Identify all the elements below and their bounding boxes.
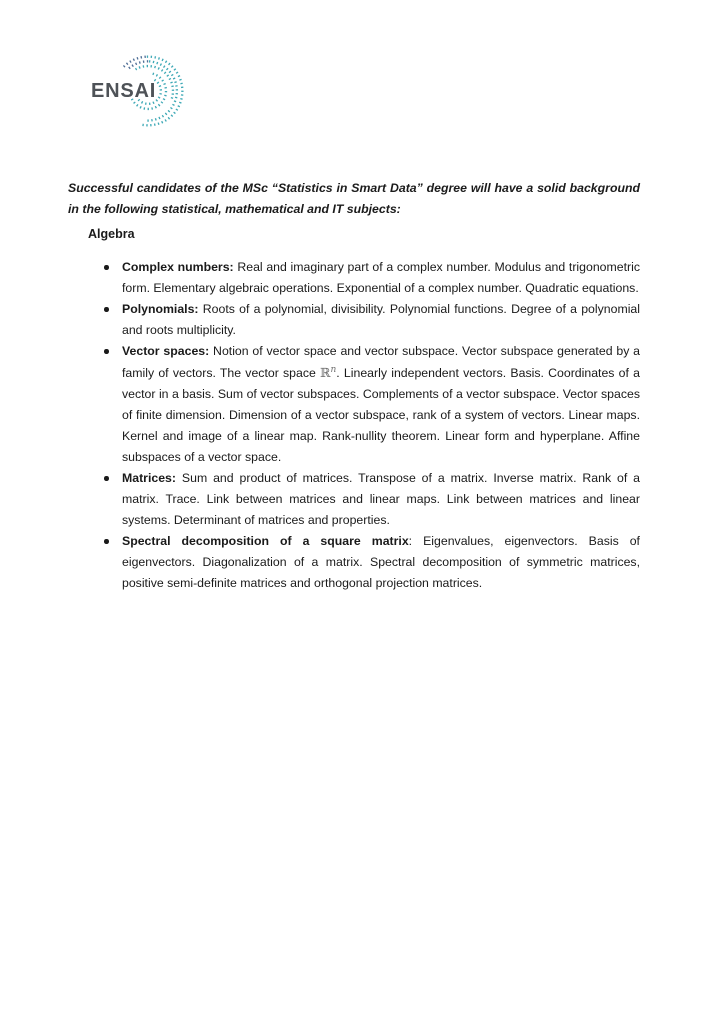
- list-item-complex-numbers: [103, 257, 640, 299]
- intro-paragraph: Successful candidates of the MSc “Statistics in Smart Data” degree will have a solid background in the following statistical, mathematical and IT subjects:: [68, 181, 640, 217]
- math-superscript-n: n: [330, 364, 337, 375]
- bullet-text: : Eigenvalues, eigenvectors. Basis of eigenvectors. Diagonalization of a matrix. Spectral decomposition of symmetric matrices, positive semi-definite matrices and orthogonal projection matrices.: [122, 534, 640, 590]
- bullet-lead: Vector spaces:: [122, 344, 210, 358]
- bullet-text: Roots of a polynomial, divisibility. Polynomial functions. Degree of a polynomial and roots multiplicity.: [122, 302, 640, 337]
- math-real-numbers-symbol: ℝ: [320, 365, 331, 380]
- bullet-lead: Complex numbers:: [122, 260, 234, 274]
- list-item-polynomials: [103, 299, 640, 341]
- bullet-text: Notion of vector space and vector subspace. Vector subspace generated by a family of vectors. The vector space: [122, 344, 641, 380]
- bullet-lead: Matrices:: [122, 471, 176, 485]
- bullet-lead: Spectral decomposition of a square matrix: [122, 534, 409, 548]
- list-item-vector-spaces: [103, 341, 640, 468]
- bullet-lead: Polynomials:: [122, 302, 199, 316]
- logo-text: ENSAI: [91, 80, 157, 102]
- bullet-text: . Linearly independent vectors. Basis. Coordinates of a vector in a basis. Sum of vector subspaces. Complements of a vector subspace. Vector spaces of finite dimension. Dimension of a vector subspace, rank of a system of vectors. Linear maps. Kernel and image of a linear map. Rank-nullity theorem. Linear form and hyperplane. Affine subspaces of a vector space.: [122, 366, 640, 464]
- bullet-text: Sum and product of matrices. Transpose of a matrix. Inverse matrix. Rank of a matrix. Trace. Link between matrices and linear maps. Link between matrices and linear systems. Determinant of matrices and properties.: [122, 471, 640, 527]
- ensai-logo: [88, 40, 198, 140]
- topics-list: [103, 257, 640, 594]
- algebra-heading: Algebra: [88, 227, 135, 242]
- list-item-spectral-decomposition: [103, 531, 640, 594]
- bullet-text: Real and imaginary part of a complex number. Modulus and trigonometric form. Elementary algebraic operations. Exponential of a complex number. Quadratic equations.: [122, 260, 640, 295]
- list-item-matrices: [103, 468, 640, 531]
